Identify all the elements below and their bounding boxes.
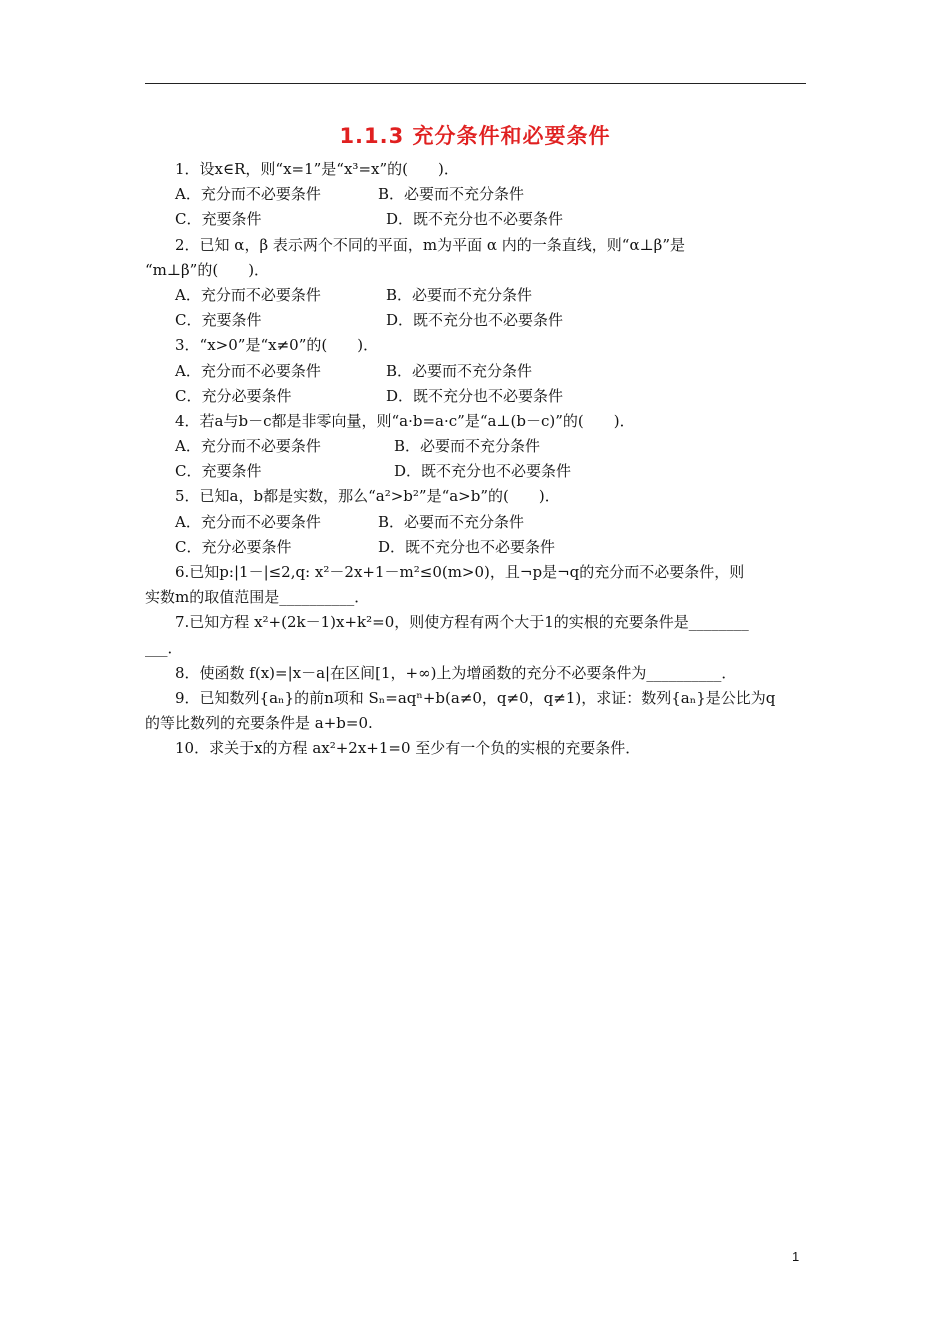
page-title: 1.1.3 充分条件和必要条件: [339, 124, 611, 148]
question-9-line-1: 9．已知数列{aₙ}的前n项和 Sₙ=aqⁿ+b(a≠0，q≠0，q≠1)，求证：数列{aₙ}是公比为q: [175, 688, 776, 707]
question-3-options-row-2: [145, 384, 806, 409]
option-c: C．充要条件: [175, 311, 262, 330]
question-4-options-row-1: [145, 434, 806, 459]
question-3: 3．“x>0”是“x≠0”的( )．: [175, 336, 379, 355]
question-2-options-row-1: [145, 283, 806, 308]
question-2-line-1: 2．已知 α，β 表示两个不同的平面，m为平面 α 内的一条直线，则“α⊥β”是: [175, 235, 686, 254]
question-2-options-row-2: [145, 308, 806, 333]
question-list: [145, 157, 806, 762]
question-5-options-row-1: [145, 510, 806, 535]
option-a: A．充分而不必要条件: [175, 437, 321, 456]
question-3-options-row-1: [145, 359, 806, 384]
option-b: B．必要而不充分条件: [394, 437, 541, 456]
header-rule: [145, 83, 806, 84]
page-number: 1: [792, 1249, 800, 1264]
question-1: 1．设x∈R，则“x=1”是“x³=x”的( )．: [175, 160, 459, 178]
option-a: A．充分而不必要条件: [175, 512, 321, 531]
option-b: B．必要而不充分条件: [386, 361, 533, 380]
question-1-options-row-1: [145, 182, 806, 207]
option-a: A．充分而不必要条件: [175, 185, 321, 204]
option-c: C．充要条件: [175, 210, 262, 229]
question-9-line-2: 的等比数列的充要条件是 a+b=0.: [145, 714, 373, 733]
option-c: C．充分必要条件: [175, 386, 292, 405]
question-1-options-row-2: [145, 207, 806, 232]
question-4: 4．若a与b－c都是非零向量，则“a·b=a·c”是“a⊥(b－c)”的( )．: [175, 411, 635, 430]
option-b: B．必要而不充分条件: [386, 285, 533, 304]
option-b: B．必要而不充分条件: [378, 512, 525, 531]
question-10: 10．求关于x的方程 ax²+2x+1=0 至少有一个负的实根的充要条件．: [175, 739, 641, 758]
question-6-line-2: 实数m的取值范围是__________．: [145, 588, 370, 607]
question-5: 5．已知a，b都是实数，那么“a²>b²”是“a>b”的( )．: [175, 487, 560, 506]
option-d: D．既不充分也不必要条件: [394, 462, 572, 481]
option-d: D．既不充分也不必要条件: [386, 386, 564, 405]
question-6-line-1: 6.已知p:|1－|≤2,q: x²－2x+1－m²≤0(m>0)，且¬p是¬q的充分而不必要条件，则: [175, 563, 745, 581]
option-a: A．充分而不必要条件: [175, 285, 321, 304]
question-5-options-row-2: [145, 535, 806, 560]
question-8: 8．使函数 f(x)=|x－a|在区间[1，+∞)上为增函数的充分不必要条件为__________．: [175, 663, 737, 682]
option-d: D．既不充分也不必要条件: [386, 311, 564, 330]
question-7-line-2: ___．: [145, 638, 183, 657]
question-7-line-1: 7.已知方程 x²+(2k－1)x+k²=0，则使方程有两个大于1的实根的充要条件是________: [175, 613, 749, 632]
question-4-options-row-2: [145, 459, 806, 484]
question-2-line-2: “m⊥β”的( )．: [145, 260, 270, 279]
option-d: D．既不充分也不必要条件: [378, 537, 556, 556]
option-b: B．必要而不充分条件: [378, 185, 525, 204]
option-a: A．充分而不必要条件: [175, 361, 321, 380]
option-c: C．充分必要条件: [175, 537, 292, 556]
option-c: C．充要条件: [175, 462, 262, 481]
option-d: D．既不充分也不必要条件: [386, 210, 564, 229]
